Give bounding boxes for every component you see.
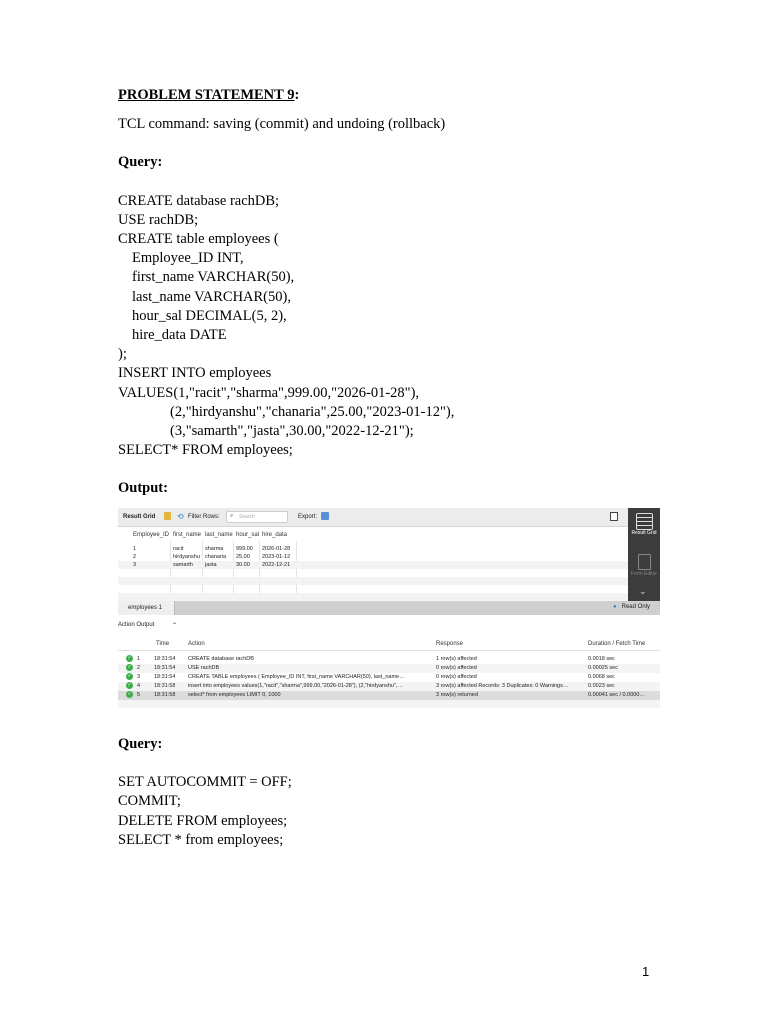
cell[interactable]: 2023-01-12 (262, 554, 291, 560)
row-number: 5 (137, 692, 141, 698)
query-line: (3,"samarth","jasta",30.00,"2022-12-21"); (170, 423, 414, 440)
problem-heading (118, 86, 678, 105)
panel-toggle-icon[interactable] (610, 512, 618, 521)
cell[interactable]: racit (173, 546, 184, 552)
query-line: hire_data DATE (132, 327, 227, 344)
row-time: 18:31:58 (154, 692, 176, 698)
cell[interactable]: 2022-12-21 (262, 562, 291, 568)
row-number: 1 (137, 656, 141, 662)
export-icon[interactable] (321, 512, 329, 520)
row-time: 18:31:54 (154, 674, 176, 680)
action-output-selector[interactable] (118, 620, 660, 630)
output-row-selected[interactable] (118, 691, 660, 700)
row-action: select* from employees LIMIT 0, 1000 (188, 692, 281, 698)
row-response: 0 row(s) affected (436, 674, 477, 680)
cell[interactable]: 2 (133, 554, 137, 560)
output-row[interactable] (118, 664, 660, 673)
refresh-icon[interactable]: ⟲ (177, 512, 184, 521)
row-time: 18:31:58 (154, 683, 176, 689)
row-duration: 0.00041 sec / 0.0000… (588, 692, 645, 698)
cell[interactable]: hirdyanshu (173, 554, 200, 560)
result-grid-icon[interactable] (636, 513, 653, 530)
row-action: CREATE database rachDB (188, 656, 254, 662)
row-action: CREATE TABLE employees ( Employee_ID INT, first_name VARCHAR(50), last_name… (188, 674, 405, 680)
cell[interactable]: 25.00 (236, 554, 250, 560)
cell[interactable]: chanaria (205, 554, 227, 560)
column-header[interactable]: Time (156, 641, 170, 647)
column-header[interactable]: Duration / Fetch Time (588, 641, 646, 647)
action-output-label[interactable]: Action Output (118, 622, 155, 628)
column-header[interactable]: hour_sal (236, 532, 260, 538)
output-row[interactable] (118, 673, 660, 682)
search-input[interactable] (226, 511, 288, 523)
result-grid-label[interactable]: Result Grid (123, 514, 156, 520)
read-only-status (613, 604, 650, 610)
column-header[interactable]: Response (436, 641, 464, 647)
column-header[interactable]: Employee_ID (133, 532, 170, 538)
read-only-label: Read Only (621, 604, 650, 610)
cell[interactable]: 1 (133, 546, 137, 552)
column-header[interactable]: Action (188, 641, 205, 647)
problem-description: TCL command: saving (commit) and undoing (rollback) (118, 116, 446, 133)
query-line: ); (118, 346, 127, 363)
row-number: 3 (137, 674, 141, 680)
query-line: CREATE table employees ( (118, 231, 279, 248)
query-line: last_name VARCHAR(50), (132, 288, 291, 305)
side-form-editor-label[interactable]: Form Editor (630, 571, 658, 577)
query2-line: DELETE FROM employees; (118, 812, 288, 829)
success-icon: ✓ (127, 664, 132, 670)
filter-rows-label: Filter Rows: (188, 514, 220, 520)
query-line: first_name VARCHAR(50), (132, 269, 295, 286)
success-icon: ✓ (127, 673, 132, 679)
form-editor-icon[interactable] (638, 554, 651, 570)
row-time: 18:31:54 (154, 665, 176, 671)
query-code (118, 192, 678, 461)
row-duration: 0.0023 sec (588, 683, 615, 689)
row-time: 18:31:54 (154, 656, 176, 662)
result-toolbar (118, 508, 628, 527)
query2-line: SELECT * from employees; (118, 831, 284, 848)
side-result-grid-label[interactable]: Result Grid (631, 530, 657, 536)
query2-label: Query: (118, 736, 163, 752)
page-number: 1 (642, 964, 650, 979)
column-header[interactable]: first_name (173, 532, 202, 538)
row-number: 2 (137, 665, 141, 671)
tab-label: employees 1 (128, 605, 163, 611)
row-response: 1 row(s) affected (436, 656, 477, 662)
row-response: 3 row(s) affected Records: 3 Duplicates: 0 Warnings… (436, 683, 569, 689)
cell[interactable]: 999.00 (236, 546, 253, 552)
export-label: Export: (298, 514, 318, 520)
cell[interactable]: sharma (205, 546, 224, 552)
info-icon: ● (613, 604, 617, 610)
output-header (118, 637, 660, 651)
search-icon: ⌕ (230, 513, 234, 519)
query-line: CREATE database rachDB; (118, 192, 280, 209)
cell[interactable]: samarth (173, 562, 193, 568)
search-placeholder: Search (239, 514, 255, 520)
output-row[interactable] (118, 682, 660, 691)
cell[interactable]: 2026-01-28 (262, 546, 291, 552)
row-response: 3 row(s) returned (436, 692, 478, 698)
row-action: USE rachDB (188, 665, 220, 671)
document-body (118, 86, 678, 499)
row-duration: 0.0018 sec (588, 656, 615, 662)
heading-colon: : (294, 87, 300, 103)
query2-line: COMMIT; (118, 793, 181, 810)
table-row[interactable] (118, 562, 628, 569)
success-icon: ✓ (127, 691, 132, 697)
query-label: Query: (118, 154, 163, 171)
row-number: 4 (137, 683, 141, 689)
query-line: SELECT* FROM employees; (118, 442, 293, 459)
success-icon: ✓ (127, 655, 132, 661)
result-grid (118, 527, 628, 601)
output-screenshot (118, 508, 660, 717)
query-line: INSERT INTO employees (118, 365, 272, 382)
table-row[interactable] (118, 546, 628, 553)
query-line: USE rachDB; (118, 211, 199, 228)
document-body-2 (118, 735, 678, 850)
success-icon: ✓ (127, 682, 132, 688)
query-line: (2,"hirdyanshu","chanaria",25.00,"2023-01-12"), (170, 403, 455, 420)
row-response: 0 row(s) affected (436, 665, 477, 671)
query-line: hour_sal DECIMAL(5, 2), (132, 307, 287, 324)
output-row[interactable] (118, 655, 660, 664)
side-panel (628, 508, 660, 601)
output-label: Output: (118, 480, 168, 497)
column-header[interactable]: last_name (205, 532, 233, 538)
chevron-down-icon[interactable]: ⌄ (639, 586, 647, 596)
row-action: insert into employees values(1,"racit","sharma",999.00,"2026-01-28"), (2,"hirdyanshu",… (188, 683, 403, 689)
chevron-updown-icon[interactable]: ⌃ (172, 623, 178, 629)
empty-row (118, 700, 660, 708)
query-line: VALUES(1,"racit","sharma",999.00,"2026-01-28"), (118, 384, 420, 401)
table-row[interactable] (118, 554, 628, 561)
query-line: Employee_ID INT, (132, 250, 244, 267)
row-duration: 0.0068 sec (588, 674, 615, 680)
column-header[interactable]: hire_data (262, 532, 288, 538)
cell[interactable]: jasta (205, 562, 217, 568)
query2-line: SET AUTOCOMMIT = OFF; (118, 774, 292, 791)
cell[interactable]: 3 (133, 562, 137, 568)
row-duration: 0.00025 sec (588, 665, 618, 671)
tab-employees[interactable] (118, 601, 175, 615)
grid-icon[interactable] (164, 512, 171, 520)
tab-bar (118, 601, 660, 615)
heading-title: PROBLEM STATEMENT 9 (118, 87, 295, 103)
cell[interactable]: 30.00 (236, 562, 250, 568)
